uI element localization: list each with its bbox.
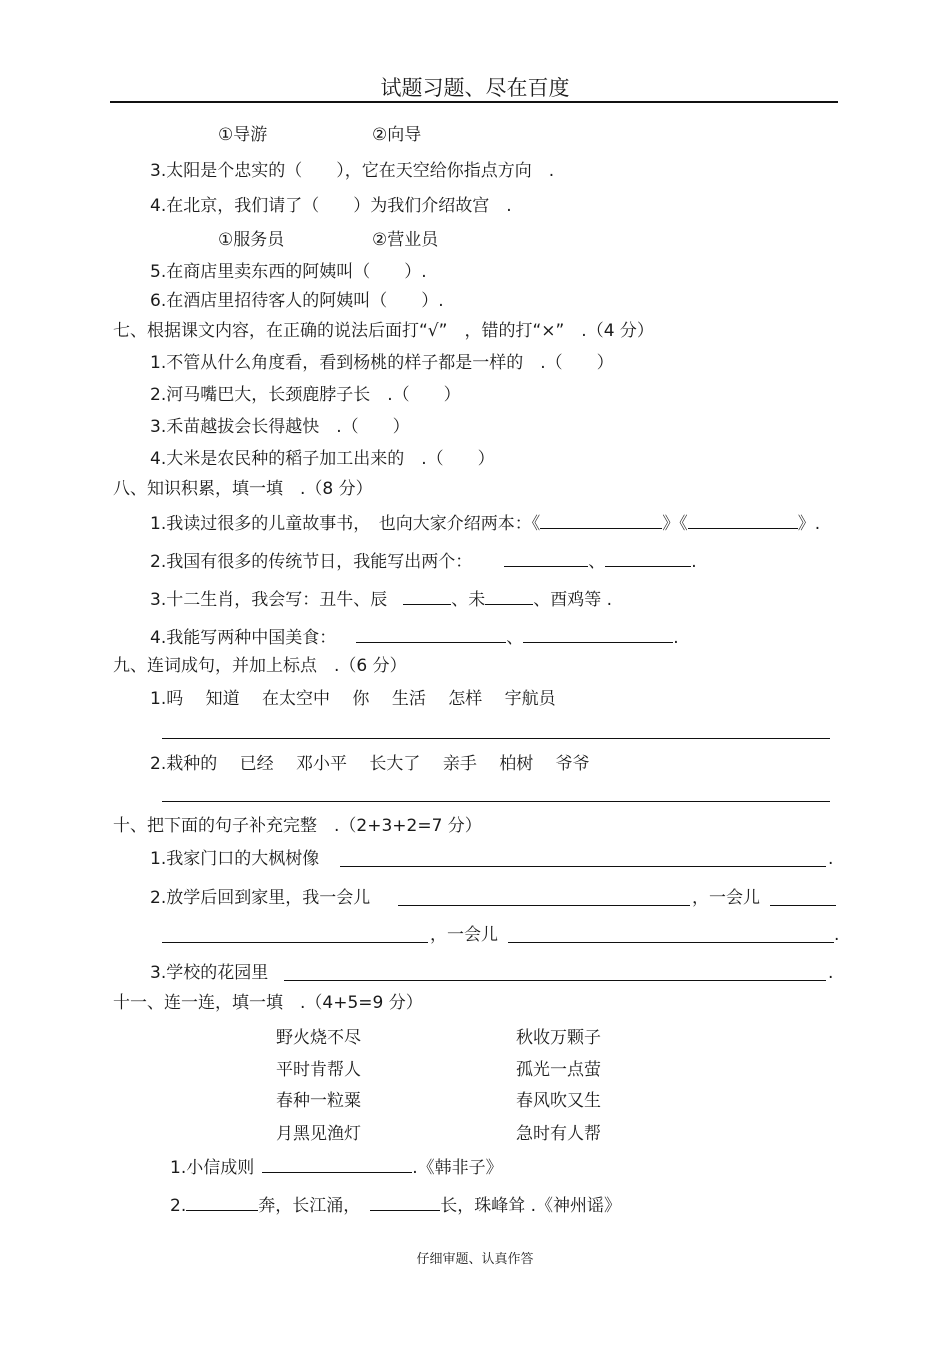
section-11-title: 十一、连一连，填一填 .（4+5=9 分） — [113, 993, 423, 1013]
answer-line-10-2d[interactable] — [508, 942, 834, 943]
question-6-5: 5.在商店里卖东西的阿姨叫（ ）. — [150, 262, 427, 282]
question-10-2-mid2: ，一会儿 — [430, 925, 498, 945]
question-11-2-mid: 奔，长江涌， — [258, 1196, 361, 1216]
option-daoyou: ①导游 — [218, 125, 268, 145]
question-8-2-sep: 、 — [588, 552, 606, 572]
question-8-4-sep: 、 — [506, 628, 524, 648]
question-10-2-mid: ，一会儿 — [692, 888, 760, 908]
section-10-title: 十、把下面的句子补充完整 .（2+3+2=7 分） — [113, 816, 482, 836]
question-11-2-num: 2. — [170, 1196, 187, 1216]
question-7-2: 2.河马嘴巴大，长颈鹿脖子长 .（ ） — [150, 385, 461, 405]
match-right-item[interactable]: 春风吹又生 — [516, 1091, 601, 1111]
answer-line-9-1[interactable] — [162, 738, 830, 739]
match-right-item[interactable]: 孤光一点萤 — [516, 1060, 601, 1080]
answer-line-10-3[interactable] — [284, 980, 826, 981]
question-10-3-end: . — [828, 963, 834, 983]
question-8-4-end: . — [673, 628, 679, 648]
question-8-2-end: . — [691, 552, 697, 572]
answer-line-10-2c[interactable] — [162, 942, 428, 943]
answer-line-9-2[interactable] — [162, 801, 830, 802]
answer-blank-book-2[interactable] — [688, 511, 798, 529]
question-10-1: 1.我家门口的大枫树像 — [150, 849, 320, 869]
answer-blank-festival-1[interactable] — [504, 549, 588, 567]
answer-blank-festival-2[interactable] — [605, 549, 691, 567]
match-left-item[interactable]: 春种一粒粟 — [276, 1091, 361, 1111]
question-6-4: 4.在北京，我们请了（ ）为我们介绍故宫 . — [150, 196, 512, 216]
answer-blank-11-1[interactable] — [262, 1155, 412, 1173]
answer-blank-11-2a[interactable] — [186, 1193, 258, 1211]
question-11-2-source: 长，珠峰耸 .《神州谣》 — [440, 1196, 622, 1216]
section-7-title: 七、根据课文内容，在正确的说法后面打“√” ，错的打“×” .（4 分） — [113, 321, 654, 341]
answer-line-10-1[interactable] — [340, 866, 826, 867]
question-7-1: 1.不管从什么角度看，看到杨桃的样子都是一样的 .（ ） — [150, 353, 614, 373]
question-6-6: 6.在酒店里招待客人的阿姨叫（ ）. — [150, 291, 444, 311]
question-8-1 — [150, 511, 820, 535]
match-left-item[interactable]: 月黑见渔灯 — [276, 1124, 361, 1144]
question-8-3-mid: 、未 — [451, 590, 486, 610]
answer-blank-food-1[interactable] — [356, 625, 506, 643]
question-8-1-text: 1.我读过很多的儿童故事书， 也向大家介绍两本：《 — [150, 514, 541, 534]
question-6-3: 3.太阳是个忠实的（ ），它在天空给你指点方向 . — [150, 161, 555, 181]
question-8-3 — [150, 587, 612, 611]
question-9-2: 2.栽种的 已经 邓小平 长大了 亲手 柏树 爷爷 — [150, 754, 590, 774]
answer-line-10-2b[interactable] — [770, 905, 836, 906]
question-11-2 — [170, 1193, 621, 1217]
question-7-3: 3.禾苗越拔会长得越快 .（ ） — [150, 417, 410, 437]
header-rule — [110, 101, 838, 103]
section-9-title: 九、连词成句，并加上标点 .（6 分） — [113, 656, 407, 676]
question-7-4: 4.大米是农民种的稻子加工出来的 .（ ） — [150, 449, 495, 469]
question-10-3: 3.学校的花园里 — [150, 963, 269, 983]
page-footer: 仔细审题、认真作答 — [416, 1252, 534, 1267]
question-8-1-end: 》. — [797, 514, 821, 534]
answer-blank-book-1[interactable] — [540, 511, 662, 529]
question-8-4-text: 4.我能写两种中国美食： — [150, 628, 337, 648]
question-8-2 — [150, 549, 697, 573]
match-left-item[interactable]: 野火烧不尽 — [276, 1028, 361, 1048]
question-10-2: 2.放学后回到家里，我一会儿 — [150, 888, 371, 908]
question-8-4 — [150, 625, 679, 649]
section-8-title: 八、知识积累，填一填 .（8 分） — [113, 479, 373, 499]
answer-line-10-2a[interactable] — [398, 905, 690, 906]
question-8-2-text: 2.我国有很多的传统节日，我能写出两个： — [150, 552, 473, 572]
question-10-2-end: . — [834, 925, 840, 945]
match-right-item[interactable]: 秋收万颗子 — [516, 1028, 601, 1048]
answer-blank-zodiac-2[interactable] — [485, 587, 533, 605]
match-right-item[interactable]: 急时有人帮 — [516, 1124, 601, 1144]
question-8-3-end: 、酉鸡等 . — [533, 590, 613, 610]
answer-blank-zodiac-1[interactable] — [403, 587, 451, 605]
answer-blank-11-2b[interactable] — [370, 1193, 440, 1211]
option-fuwuyuan: ①服务员 — [218, 230, 285, 250]
question-8-1-sep: 》《 — [662, 514, 688, 534]
question-8-3-text: 3.十二生肖，我会写：丑牛、辰 — [150, 590, 388, 610]
page-header-title: 试题习题、尽在百度 — [380, 76, 570, 100]
answer-blank-food-2[interactable] — [523, 625, 673, 643]
question-11-1-text: 1.小信成则 — [170, 1158, 255, 1178]
question-11-1-source: .《韩非子》 — [412, 1158, 503, 1178]
option-xiangdao: ②向导 — [372, 125, 422, 145]
match-left-item[interactable]: 平时肯帮人 — [276, 1060, 361, 1080]
option-yingyeyuan: ②营业员 — [372, 230, 439, 250]
question-9-1: 1.吗 知道 在太空中 你 生活 怎样 宇航员 — [150, 689, 556, 709]
question-10-1-end: . — [828, 849, 834, 869]
question-11-1 — [170, 1155, 503, 1179]
